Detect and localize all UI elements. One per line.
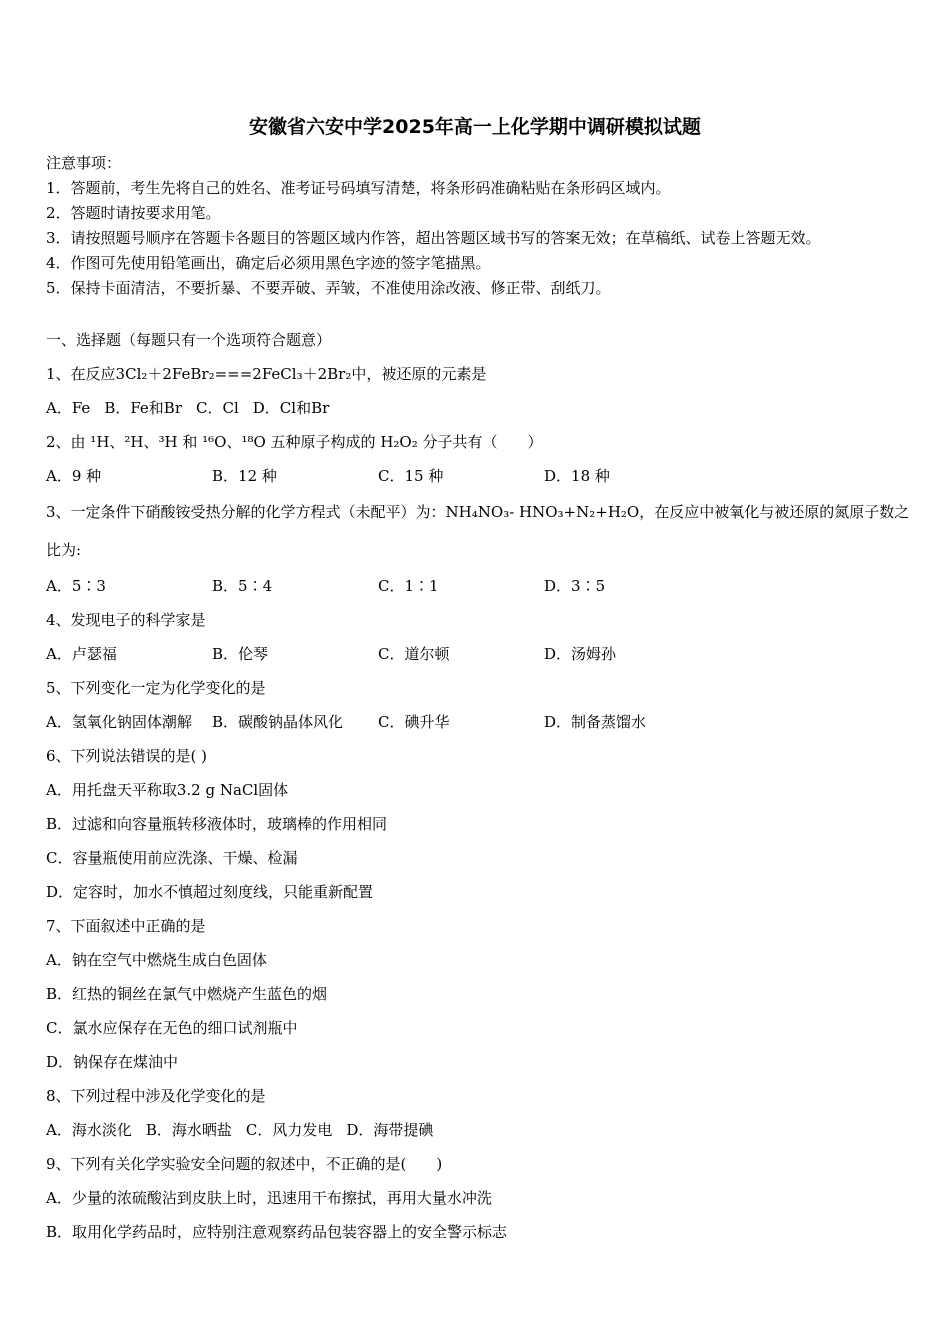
option: C．道尔顿 xyxy=(378,645,450,663)
option: B．Fe和Br xyxy=(104,399,182,417)
note-item: 1．答题前，考生先将自己的姓名、准考证号码填写清楚，将条形码准确粘贴在条形码区域内。 xyxy=(46,179,671,197)
options-row xyxy=(46,1113,916,1147)
option: C．碘升华 xyxy=(378,713,450,731)
question-stem: 4、发现电子的科学家是 xyxy=(46,611,206,629)
option: C．Cl xyxy=(196,399,239,417)
question-stem: 1、在反应3Cl₂＋2FeBr₂===2FeCl₃＋2Br₂中，被还原的元素是 xyxy=(46,365,487,383)
option: B．红热的铜丝在氯气中燃烧产生蓝色的烟 xyxy=(46,985,328,1003)
option: C．15 种 xyxy=(378,467,444,485)
option: A．用托盘天平称取3.2 g NaCl固体 xyxy=(46,781,289,799)
options-row xyxy=(46,705,916,739)
note-item: 3．请按照题号顺序在答题卡各题目的答题区域内作答，超出答题区域书写的答案无效；在草稿纸、试卷上答题无效。 xyxy=(46,229,821,247)
option: D．海带提碘 xyxy=(346,1121,434,1139)
option: C．容量瓶使用前应洗涤、干燥、检漏 xyxy=(46,849,298,867)
section-heading: 一、选择题（每题只有一个选项符合题意） xyxy=(46,331,332,349)
options-row xyxy=(46,569,916,603)
option: B．过滤和向容量瓶转移液体时，玻璃棒的作用相同 xyxy=(46,815,388,833)
option: D．18 种 xyxy=(544,467,610,485)
option: D．Cl和Br xyxy=(252,399,330,417)
options-row xyxy=(46,637,916,671)
option: B．5∶4 xyxy=(212,577,273,595)
option: A．少量的浓硫酸沾到皮肤上时，迅速用干布擦拭，再用大量水冲洗 xyxy=(46,1189,492,1207)
option: D．制备蒸馏水 xyxy=(544,713,647,731)
question xyxy=(46,739,916,909)
option: B．12 种 xyxy=(212,467,277,485)
question-stem: 2、由 ¹H、²H、³H 和 ¹⁶O、¹⁸O 五种原子构成的 H₂O₂ 分子共有（ ） xyxy=(46,433,543,451)
question-stem: 5、下列变化一定为化学变化的是 xyxy=(46,679,266,697)
option: A．钠在空气中燃烧生成白色固体 xyxy=(46,951,267,969)
question xyxy=(46,603,916,671)
option: B．碳酸钠晶体风化 xyxy=(212,713,344,731)
option: C．氯水应保存在无色的细口试剂瓶中 xyxy=(46,1019,298,1037)
question xyxy=(46,493,916,603)
option: A．氢氧化钠固体潮解 xyxy=(46,713,192,731)
note-item: 4．作图可先使用铅笔画出，确定后必须用黑色字迹的签字笔描黑。 xyxy=(46,254,491,272)
question xyxy=(46,1079,916,1147)
question xyxy=(46,909,916,1079)
document-title: 安徽省六安中学2025年高一上化学期中调研模拟试题 xyxy=(249,116,701,138)
notes-heading: 注意事项： xyxy=(46,154,122,172)
question-stem: 7、下面叙述中正确的是 xyxy=(46,917,206,935)
option: C．风力发电 xyxy=(245,1121,333,1139)
option: B．伦琴 xyxy=(212,645,269,663)
question xyxy=(46,671,916,739)
option: D．汤姆孙 xyxy=(544,645,617,663)
note-item: 2．答题时请按要求用笔。 xyxy=(46,204,221,222)
options-row xyxy=(46,391,916,425)
question-stem: 9、下列有关化学实验安全问题的叙述中，不正确的是( ) xyxy=(46,1155,443,1173)
question-stem: 3、一定条件下硝酸铵受热分解的化学方程式（未配平）为：NH₄NO₃- HNO₃+N₂+H₂O，在反应中被氧化与被还原的氮原子数之比为: xyxy=(46,503,910,559)
option: D．3∶5 xyxy=(544,577,606,595)
option: B．取用化学药品时，应特别注意观察药品包装容器上的安全警示标志 xyxy=(46,1223,508,1241)
option: A．Fe xyxy=(46,399,91,417)
question xyxy=(46,1147,916,1249)
question xyxy=(46,357,916,425)
option: A．卢瑟福 xyxy=(46,645,117,663)
option: A．海水淡化 xyxy=(46,1121,132,1139)
notes-section xyxy=(46,151,926,301)
option: A．9 种 xyxy=(46,467,102,485)
option: D．钠保存在煤油中 xyxy=(46,1053,179,1071)
note-item: 5．保持卡面清洁，不要折暴、不要弄破、弄皱，不准使用涂改液、修正带、刮纸刀。 xyxy=(46,279,611,297)
option: B．海水晒盐 xyxy=(145,1121,232,1139)
question-stem: 6、下列说法错误的是( ) xyxy=(46,747,208,765)
questions-section xyxy=(46,323,916,1249)
question xyxy=(46,425,916,493)
options-row xyxy=(46,459,916,493)
question-stem: 8、下列过程中涉及化学变化的是 xyxy=(46,1087,266,1105)
option: A．5∶3 xyxy=(46,577,106,595)
option: D．定容时，加水不慎超过刻度线，只能重新配置 xyxy=(46,883,374,901)
option: C．1∶1 xyxy=(378,577,439,595)
